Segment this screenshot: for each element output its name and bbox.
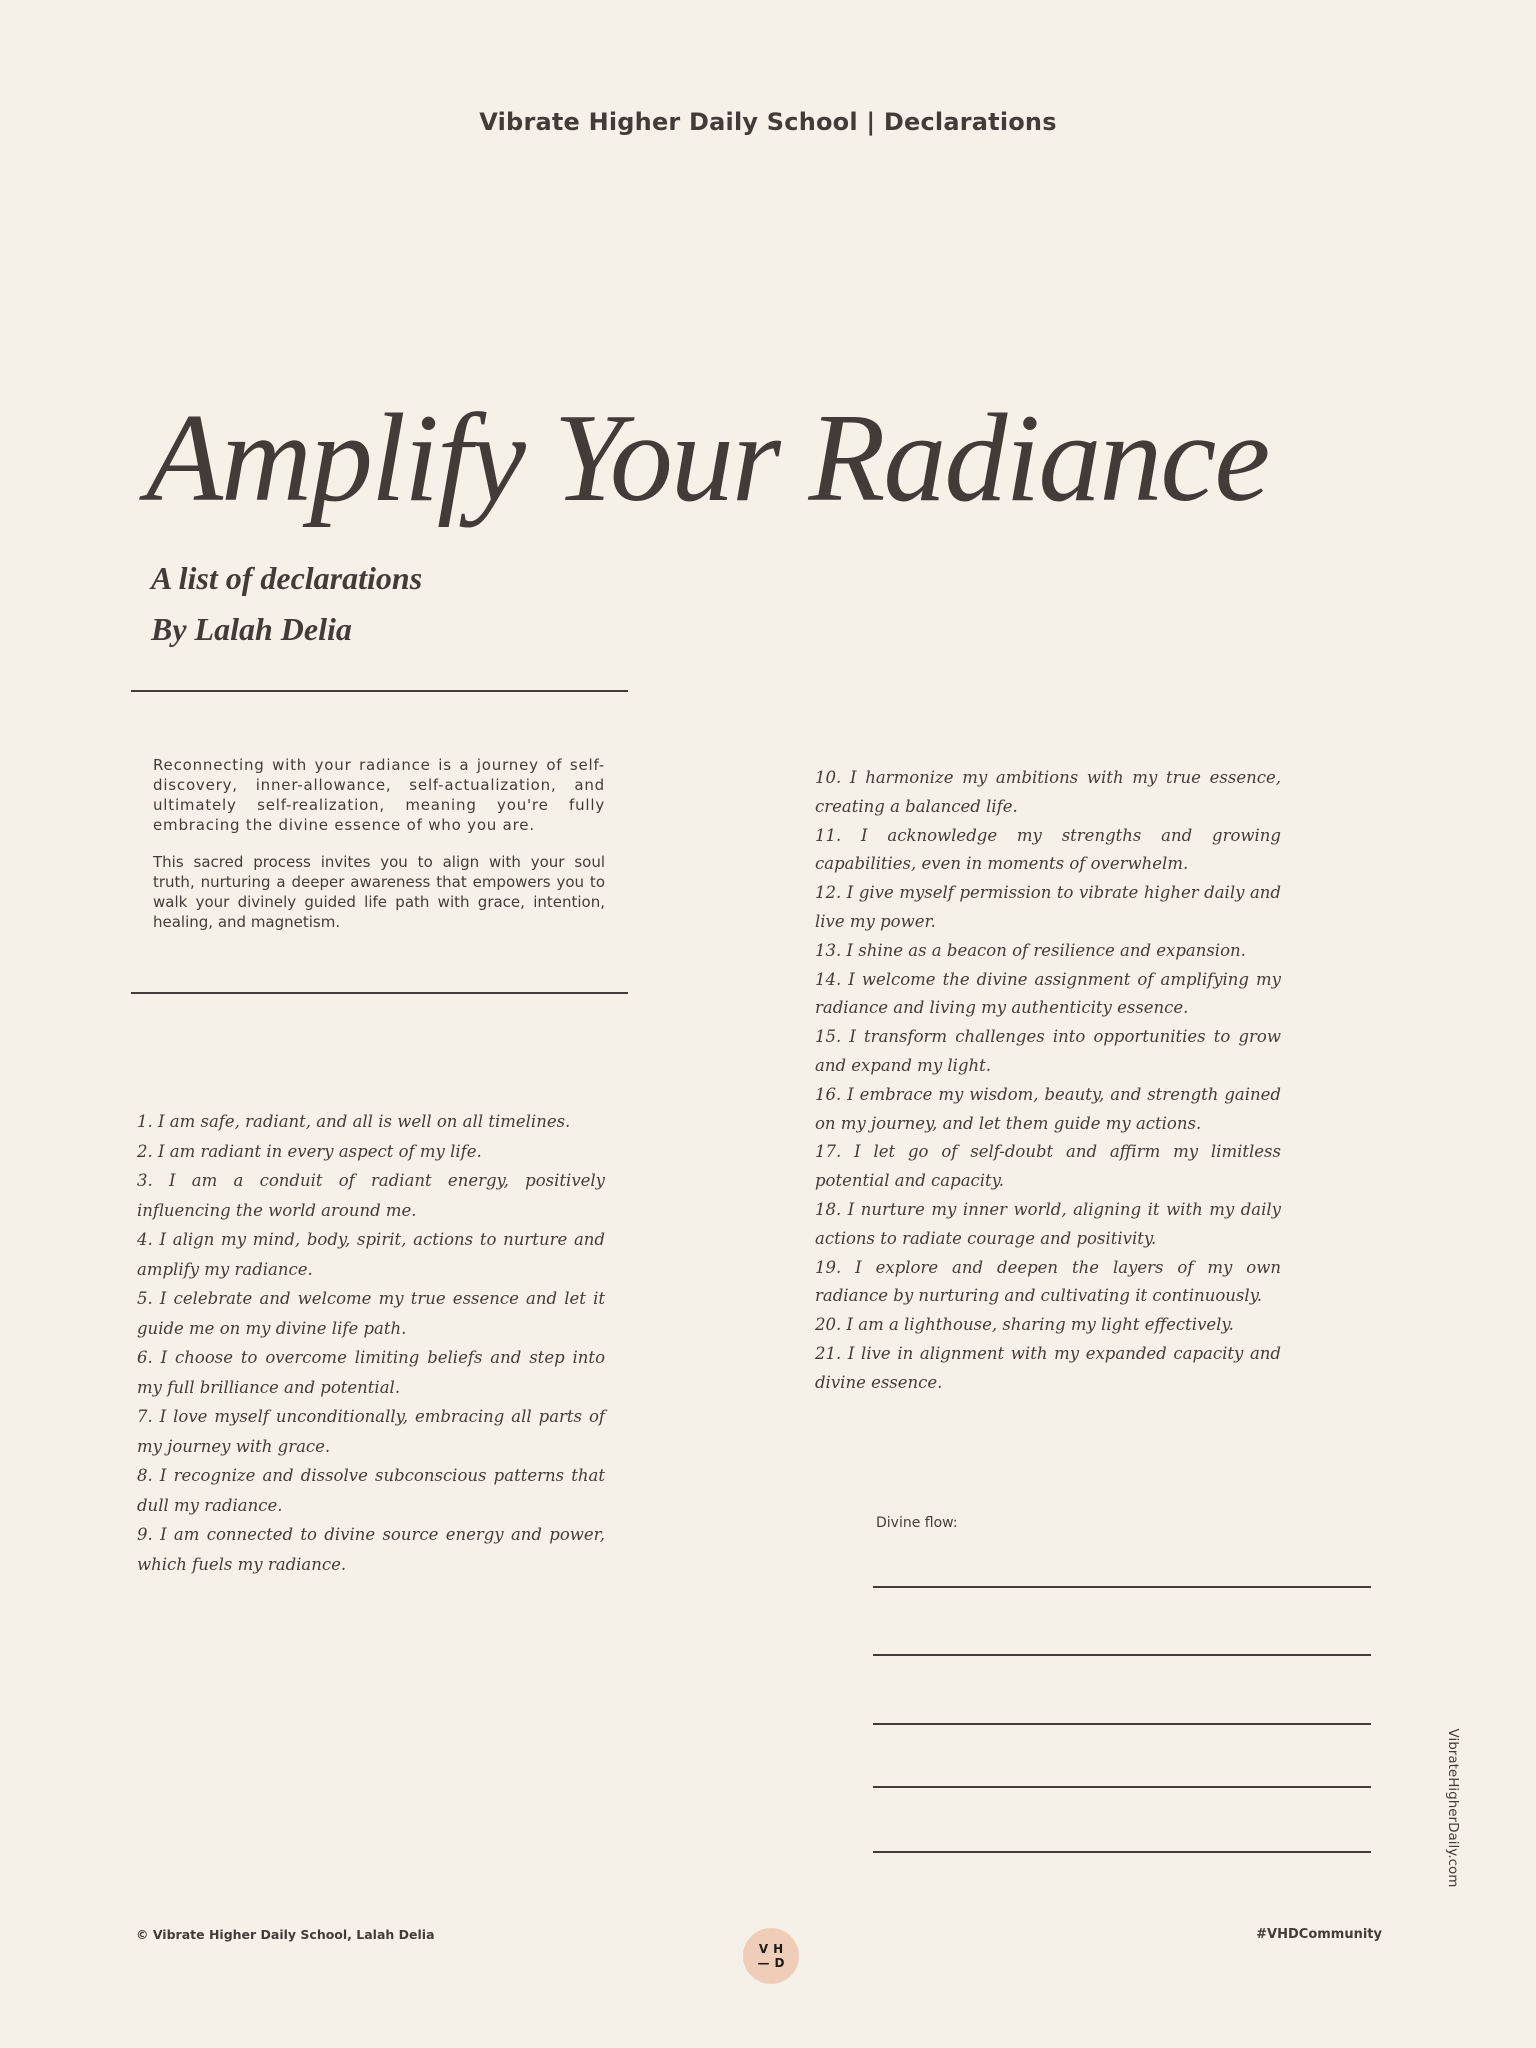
declarations-list-right xyxy=(815,764,1281,1398)
website-url: VibrateHigherDaily.com xyxy=(1445,1728,1461,1888)
writing-line xyxy=(873,1851,1371,1853)
footer-copyright: © Vibrate Higher Daily School, Lalah Delia xyxy=(136,1927,435,1942)
declaration-item: 5. I celebrate and welcome my true essence and let it guide me on my divine life path. xyxy=(137,1289,605,1338)
page-subtitle: A list of declarations xyxy=(151,560,423,596)
declaration-item: 8. I recognize and dissolve subconscious patterns that dull my radiance. xyxy=(137,1466,605,1515)
declaration-item: 17. I let go of self-doubt and affirm my limitless potential and capacity. xyxy=(815,1142,1281,1191)
declaration-item: 6. I choose to overcome limiting beliefs and step into my full brilliance and potential. xyxy=(137,1348,605,1397)
declaration-item: 21. I live in alignment with my expanded capacity and divine essence. xyxy=(815,1343,1281,1392)
declaration-item: 10. I harmonize my ambitions with my true essence, creating a balanced life. xyxy=(815,768,1281,816)
footer-hashtag: #VHDCommunity xyxy=(1256,1927,1382,1942)
writing-line xyxy=(873,1723,1371,1725)
declaration-item: 9. I am connected to divine source energy and power, which fuels my radiance. xyxy=(137,1525,605,1574)
declaration-item: 2. I am radiant in every aspect of my life. xyxy=(137,1141,482,1161)
logo-line-2: —D xyxy=(757,1956,790,1970)
declaration-item: 1. I am safe, radiant, and all is well on all timelines. xyxy=(137,1112,571,1131)
divider-bottom xyxy=(131,992,628,994)
declarations-list-left xyxy=(137,1107,605,1579)
writing-line xyxy=(873,1586,1371,1588)
intro-paragraph-1: Reconnecting with your radiance is a journey of self-discovery, inner-allowance, self-actualization, and ultimately self-realization, meaning you're fully embracing the divine essence of who you are. xyxy=(153,756,605,834)
declaration-item: 7. I love myself unconditionally, embracing all parts of my journey with grace. xyxy=(137,1407,605,1456)
page-title: Amplify Your Radiance xyxy=(146,389,1269,528)
declaration-item: 19. I explore and deepen the layers of my own radiance by nurturing and cultivating it continuously. xyxy=(815,1257,1281,1306)
declaration-item: 12. I give myself permission to vibrate higher daily and live my power. xyxy=(815,883,1281,931)
declaration-item: 15. I transform challenges into opportunities to grow and expand my light. xyxy=(815,1027,1281,1075)
vhd-logo xyxy=(743,1928,799,1984)
logo-line-1: VH xyxy=(758,1942,789,1956)
declaration-item: 11. I acknowledge my strengths and growing capabilities, even in moments of overwhelm. xyxy=(815,825,1281,874)
divine-flow-label: Divine flow: xyxy=(876,1515,958,1531)
page-header: Vibrate Higher Daily School | Declarations xyxy=(479,108,1057,136)
declaration-item: 3. I am a conduit of radiant energy, positively influencing the world around me. xyxy=(137,1171,605,1220)
declaration-item: 14. I welcome the divine assignment of amplifying my radiance and living my authenticity essence. xyxy=(815,969,1281,1018)
author-byline: By Lalah Delia xyxy=(151,611,352,647)
declaration-item: 18. I nurture my inner world, aligning it with my daily actions to radiate courage and positivity. xyxy=(815,1199,1281,1248)
declaration-item: 16. I embrace my wisdom, beauty, and strength gained on my journey, and let them guide my actions. xyxy=(815,1084,1281,1133)
writing-line xyxy=(873,1654,1371,1656)
writing-line xyxy=(873,1786,1371,1788)
declaration-item: 4. I align my mind, body, spirit, actions to nurture and amplify my radiance. xyxy=(137,1230,605,1279)
divider-top xyxy=(131,690,628,692)
declaration-item: 13. I shine as a beacon of resilience and expansion. xyxy=(815,940,1246,960)
declaration-item: 20. I am a lighthouse, sharing my light effectively. xyxy=(815,1315,1234,1335)
intro-paragraph-2: This sacred process invites you to align with your soul truth, nurturing a deeper awareness that empowers you to walk your divinely guided life path with grace, intention, healing, and magnetism. xyxy=(153,853,605,931)
